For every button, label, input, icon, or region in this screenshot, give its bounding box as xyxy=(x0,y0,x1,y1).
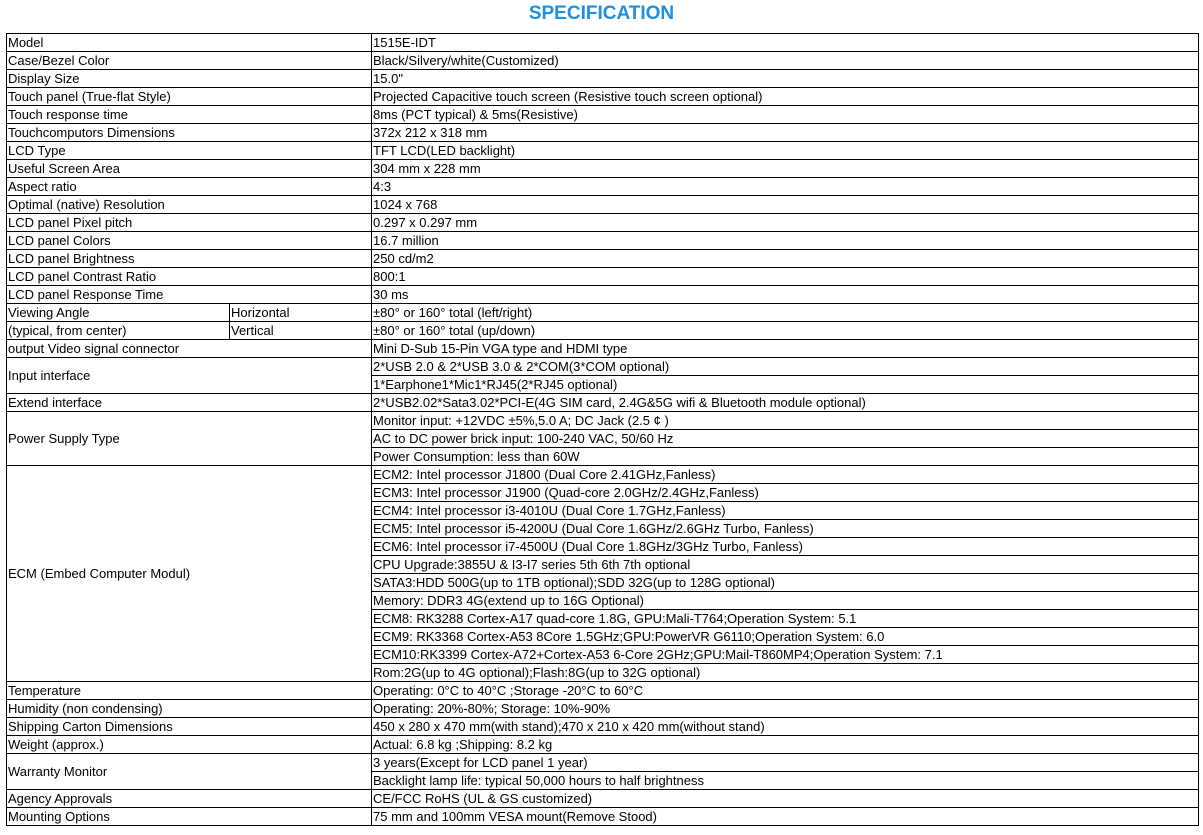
spec-sublabel-cell: Horizontal xyxy=(230,304,372,322)
spec-label-cell: LCD Type xyxy=(7,142,372,160)
table-row xyxy=(7,106,1199,124)
spec-label-cell: output Video signal connector xyxy=(7,340,372,358)
spec-label-cell: Useful Screen Area xyxy=(7,160,372,178)
spec-value-cell: Black/Silvery/white(Customized) xyxy=(372,52,1199,70)
table-row xyxy=(7,790,1199,808)
spec-value-cell: Projected Capacitive touch screen (Resistive touch screen optional) xyxy=(372,88,1199,106)
spec-label-cell: Aspect ratio xyxy=(7,178,372,196)
spec-value-cell: CPU Upgrade:3855U & I3-I7 series 5th 6th 7th optional xyxy=(372,556,1199,574)
spec-label-cell: Warranty Monitor xyxy=(7,754,372,790)
spec-value-cell: Power Consumption: less than 60W xyxy=(372,448,1199,466)
spec-label-cell: Temperature xyxy=(7,682,372,700)
spec-label-cell: Shipping Carton Dimensions xyxy=(7,718,372,736)
spec-value-cell: ECM3: Intel processor J1900 (Quad-core 2.0GHz/2.4GHz,Fanless) xyxy=(372,484,1199,502)
spec-value-cell: Rom:2G(up to 4G optional);Flash:8G(up to 32G optional) xyxy=(372,664,1199,682)
spec-label-cell: Viewing Angle xyxy=(7,304,230,322)
spec-value-cell: SATA3:HDD 500G(up to 1TB optional);SDD 32G(up to 128G optional) xyxy=(372,574,1199,592)
spec-value-cell: 75 mm and 100mm VESA mount(Remove Stood) xyxy=(372,808,1199,826)
spec-value-cell: ECM5: Intel processor i5-4200U (Dual Core 1.6GHz/2.6GHz Turbo, Fanless) xyxy=(372,520,1199,538)
table-row xyxy=(7,250,1199,268)
spec-value-cell: ±80° or 160° total (left/right) xyxy=(372,304,1199,322)
spec-value-cell: 2*USB2.02*Sata3.02*PCI-E(4G SIM card, 2.4G&5G wifi & Bluetooth module optional) xyxy=(372,394,1199,412)
spec-label-cell: Input interface xyxy=(7,358,372,394)
spec-value-cell: 2*USB 2.0 & 2*USB 3.0 & 2*COM(3*COM optional) xyxy=(372,358,1199,376)
spec-label-cell: Extend interface xyxy=(7,394,372,412)
table-row xyxy=(7,808,1199,826)
spec-value-cell: 0.297 x 0.297 mm xyxy=(372,214,1199,232)
spec-value-cell: TFT LCD(LED backlight) xyxy=(372,142,1199,160)
spec-label-cell: LCD panel Brightness xyxy=(7,250,372,268)
spec-value-cell: Operating: 20%-80%; Storage: 10%-90% xyxy=(372,700,1199,718)
table-row xyxy=(7,736,1199,754)
spec-value-cell: 30 ms xyxy=(372,286,1199,304)
spec-value-cell: ECM6: Intel processor i7-4500U (Dual Core 1.8GHz/3GHz Turbo, Fanless) xyxy=(372,538,1199,556)
spec-value-cell: 15.0" xyxy=(372,70,1199,88)
specification-table xyxy=(6,33,1199,826)
spec-label-cell: (typical, from center) xyxy=(7,322,230,340)
spec-label-cell: Agency Approvals xyxy=(7,790,372,808)
spec-label-cell: Humidity (non condensing) xyxy=(7,700,372,718)
table-row xyxy=(7,178,1199,196)
spec-value-cell: Actual: 6.8 kg ;Shipping: 8.2 kg xyxy=(372,736,1199,754)
spec-value-cell: 8ms (PCT typical) & 5ms(Resistive) xyxy=(372,106,1199,124)
spec-label-cell: Case/Bezel Color xyxy=(7,52,372,70)
spec-label-cell: LCD panel Colors xyxy=(7,232,372,250)
spec-value-cell: AC to DC power brick input: 100-240 VAC, 50/60 Hz xyxy=(372,430,1199,448)
spec-label-cell: LCD panel Contrast Ratio xyxy=(7,268,372,286)
spec-value-cell: ±80° or 160° total (up/down) xyxy=(372,322,1199,340)
spec-value-cell: 1515E-IDT xyxy=(372,34,1199,52)
spec-label-cell: LCD panel Response Time xyxy=(7,286,372,304)
table-row xyxy=(7,160,1199,178)
table-row xyxy=(7,682,1199,700)
spec-value-cell: Operating: 0°C to 40°C ;Storage -20°C to 60°C xyxy=(372,682,1199,700)
table-row xyxy=(7,52,1199,70)
table-row xyxy=(7,286,1199,304)
table-row xyxy=(7,700,1199,718)
table-row xyxy=(7,394,1199,412)
table-row xyxy=(7,358,1199,376)
table-row xyxy=(7,34,1199,52)
spec-value-cell: 800:1 xyxy=(372,268,1199,286)
spec-label-cell: LCD panel Pixel pitch xyxy=(7,214,372,232)
spec-value-cell: ECM2: Intel processor J1800 (Dual Core 2.41GHz,Fanless) xyxy=(372,466,1199,484)
table-row xyxy=(7,412,1199,430)
table-row xyxy=(7,196,1199,214)
spec-value-cell: ECM8: RK3288 Cortex-A17 quad-core 1.8G, GPU:Mali-T764;Operation System: 5.1 xyxy=(372,610,1199,628)
spec-value-cell: Monitor input: +12VDC ±5%,5.0 A; DC Jack (2.5 ¢ ) xyxy=(372,412,1199,430)
spec-value-cell: Memory: DDR3 4G(extend up to 16G Optional) xyxy=(372,592,1199,610)
spec-label-cell: Model xyxy=(7,34,372,52)
page-title: SPECIFICATION xyxy=(528,3,675,24)
table-row xyxy=(7,214,1199,232)
spec-label-cell: Touch response time xyxy=(7,106,372,124)
spec-label-cell: Mounting Options xyxy=(7,808,372,826)
table-row xyxy=(7,232,1199,250)
spec-label-cell: Display Size xyxy=(7,70,372,88)
spec-sublabel-cell: Vertical xyxy=(230,322,372,340)
spec-value-cell: ECM4: Intel processor i3-4010U (Dual Core 1.7GHz,Fanless) xyxy=(372,502,1199,520)
table-row xyxy=(7,466,1199,484)
spec-label-cell: ECM (Embed Computer Modul) xyxy=(7,466,372,682)
spec-label-cell: Touchcomputors Dimensions xyxy=(7,124,372,142)
spec-value-cell: 450 x 280 x 470 mm(with stand);470 x 210 x 420 mm(without stand) xyxy=(372,718,1199,736)
table-row xyxy=(7,340,1199,358)
spec-label-cell: Touch panel (True-flat Style) xyxy=(7,88,372,106)
spec-value-cell: ECM9: RK3368 Cortex-A53 8Core 1.5GHz;GPU:PowerVR G6110;Operation System: 6.0 xyxy=(372,628,1199,646)
table-row xyxy=(7,88,1199,106)
spec-value-cell: 16.7 million xyxy=(372,232,1199,250)
spec-value-cell: 372x 212 x 318 mm xyxy=(372,124,1199,142)
spec-value-cell: Mini D-Sub 15-Pin VGA type and HDMI type xyxy=(372,340,1199,358)
spec-label-cell: Power Supply Type xyxy=(7,412,372,466)
table-row xyxy=(7,142,1199,160)
spec-label-cell: Optimal (native) Resolution xyxy=(7,196,372,214)
table-row xyxy=(7,322,1199,340)
spec-value-cell: 1*Earphone1*Mic1*RJ45(2*RJ45 optional) xyxy=(372,376,1199,394)
spec-value-cell: 1024 x 768 xyxy=(372,196,1199,214)
table-row xyxy=(7,304,1199,322)
table-row xyxy=(7,124,1199,142)
table-row xyxy=(7,268,1199,286)
spec-value-cell: ECM10:RK3399 Cortex-A72+Cortex-A53 6-Core 2GHz;GPU:Mail-T860MP4;Operation System: 7.1 xyxy=(372,646,1199,664)
spec-value-cell: Backlight lamp life: typical 50,000 hours to half brightness xyxy=(372,772,1199,790)
table-row xyxy=(7,754,1199,772)
table-row xyxy=(7,70,1199,88)
spec-value-cell: 304 mm x 228 mm xyxy=(372,160,1199,178)
spec-value-cell: 250 cd/m2 xyxy=(372,250,1199,268)
spec-label-cell: Weight (approx.) xyxy=(7,736,372,754)
spec-value-cell: 3 years(Except for LCD panel 1 year) xyxy=(372,754,1199,772)
table-row xyxy=(7,718,1199,736)
spec-value-cell: CE/FCC RoHS (UL & GS customized) xyxy=(372,790,1199,808)
spec-value-cell: 4:3 xyxy=(372,178,1199,196)
